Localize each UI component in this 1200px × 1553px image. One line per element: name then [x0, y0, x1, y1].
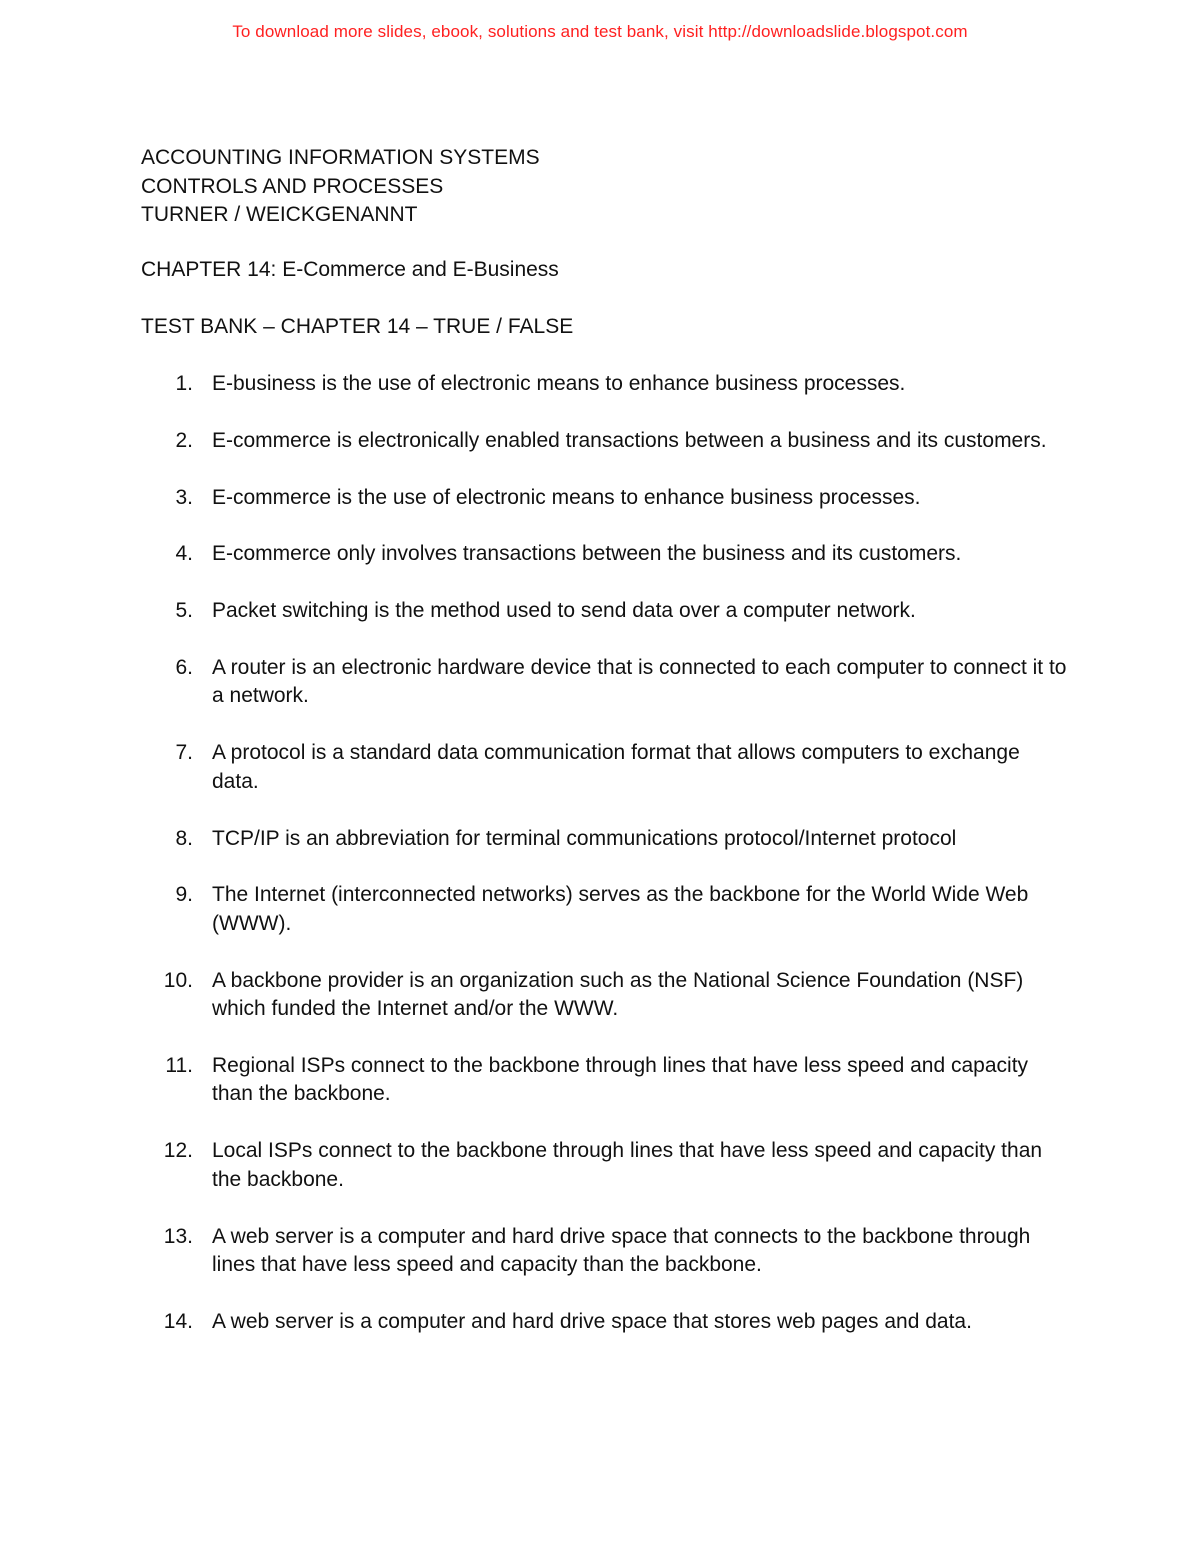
list-item [141, 881, 1071, 938]
question-text: A protocol is a standard data communication format that allows computers to exchange data. [212, 741, 1020, 793]
question-number: 2. [175, 428, 193, 452]
question-number: 12. [163, 1139, 193, 1163]
question-number: 7. [175, 741, 193, 765]
question-text: Regional ISPs connect to the backbone through lines that have less speed and capacity than the backbone. [212, 1053, 1029, 1106]
header-authors: TURNER / WEICKGENANNT [141, 203, 418, 226]
list-item [141, 370, 1071, 399]
question-text: TCP/IP is an abbreviation for terminal communications protocol/Internet protocol [212, 826, 957, 850]
document-header [141, 144, 1101, 230]
question-number: 14. [163, 1309, 193, 1333]
question-number: 9. [175, 883, 193, 907]
question-number: 13. [163, 1224, 193, 1248]
list-item [141, 1223, 1071, 1280]
list-item [141, 654, 1071, 711]
chapter-title: CHAPTER 14: E-Commerce and E-Business [141, 258, 559, 281]
question-text: A web server is a computer and hard drive space that stores web pages and data. [212, 1309, 972, 1333]
question-text: A web server is a computer and hard drive space that connects to the backbone through lines that have less speed and capacity than the backbone. [212, 1224, 1031, 1277]
question-text: The Internet (interconnected networks) serves as the backbone for the World Wide Web (WWW). [212, 883, 1029, 935]
list-item [141, 1052, 1071, 1109]
list-item [141, 597, 1071, 626]
list-item [141, 825, 1071, 854]
list-item [141, 1308, 1071, 1337]
question-number: 1. [175, 372, 193, 395]
question-number: 11. [165, 1053, 193, 1077]
question-text: E-commerce is the use of electronic means to enhance business processes. [212, 485, 921, 509]
question-text: A backbone provider is an organization such as the National Science Foundation (NSF) which funded the Internet and/or the WWW. [212, 968, 1024, 1021]
list-item [141, 427, 1071, 456]
question-text: Packet switching is the method used to send data over a computer network. [212, 599, 916, 623]
question-text: E-commerce is electronically enabled transactions between a business and its customers. [212, 428, 1047, 452]
list-item [141, 540, 1071, 569]
question-number: 8. [175, 826, 193, 850]
question-number: 3. [175, 485, 193, 509]
question-number: 5. [175, 599, 193, 623]
question-text: A router is an electronic hardware device that is connected to each computer to connect it to a network. [212, 655, 1067, 708]
header-title: ACCOUNTING INFORMATION SYSTEMS [141, 146, 540, 169]
question-text: Local ISPs connect to the backbone through lines that have less speed and capacity than the backbone. [212, 1139, 1043, 1191]
list-item [141, 1137, 1071, 1194]
download-banner[interactable]: To download more slides, ebook, solutions and test bank, visit http://downloadslide.blogspot.com [232, 22, 968, 41]
list-item [141, 484, 1071, 513]
list-item [141, 967, 1071, 1024]
question-list [141, 370, 1071, 1365]
question-text: E-commerce only involves transactions between the business and its customers. [212, 542, 962, 566]
list-item [141, 739, 1071, 796]
section-title: TEST BANK – CHAPTER 14 – TRUE / FALSE [141, 315, 574, 338]
question-number: 6. [175, 655, 193, 679]
header-subtitle: CONTROLS AND PROCESSES [141, 174, 444, 198]
question-number: 10. [163, 968, 193, 992]
question-number: 4. [175, 542, 193, 566]
question-text: E-business is the use of electronic means to enhance business processes. [212, 372, 906, 395]
